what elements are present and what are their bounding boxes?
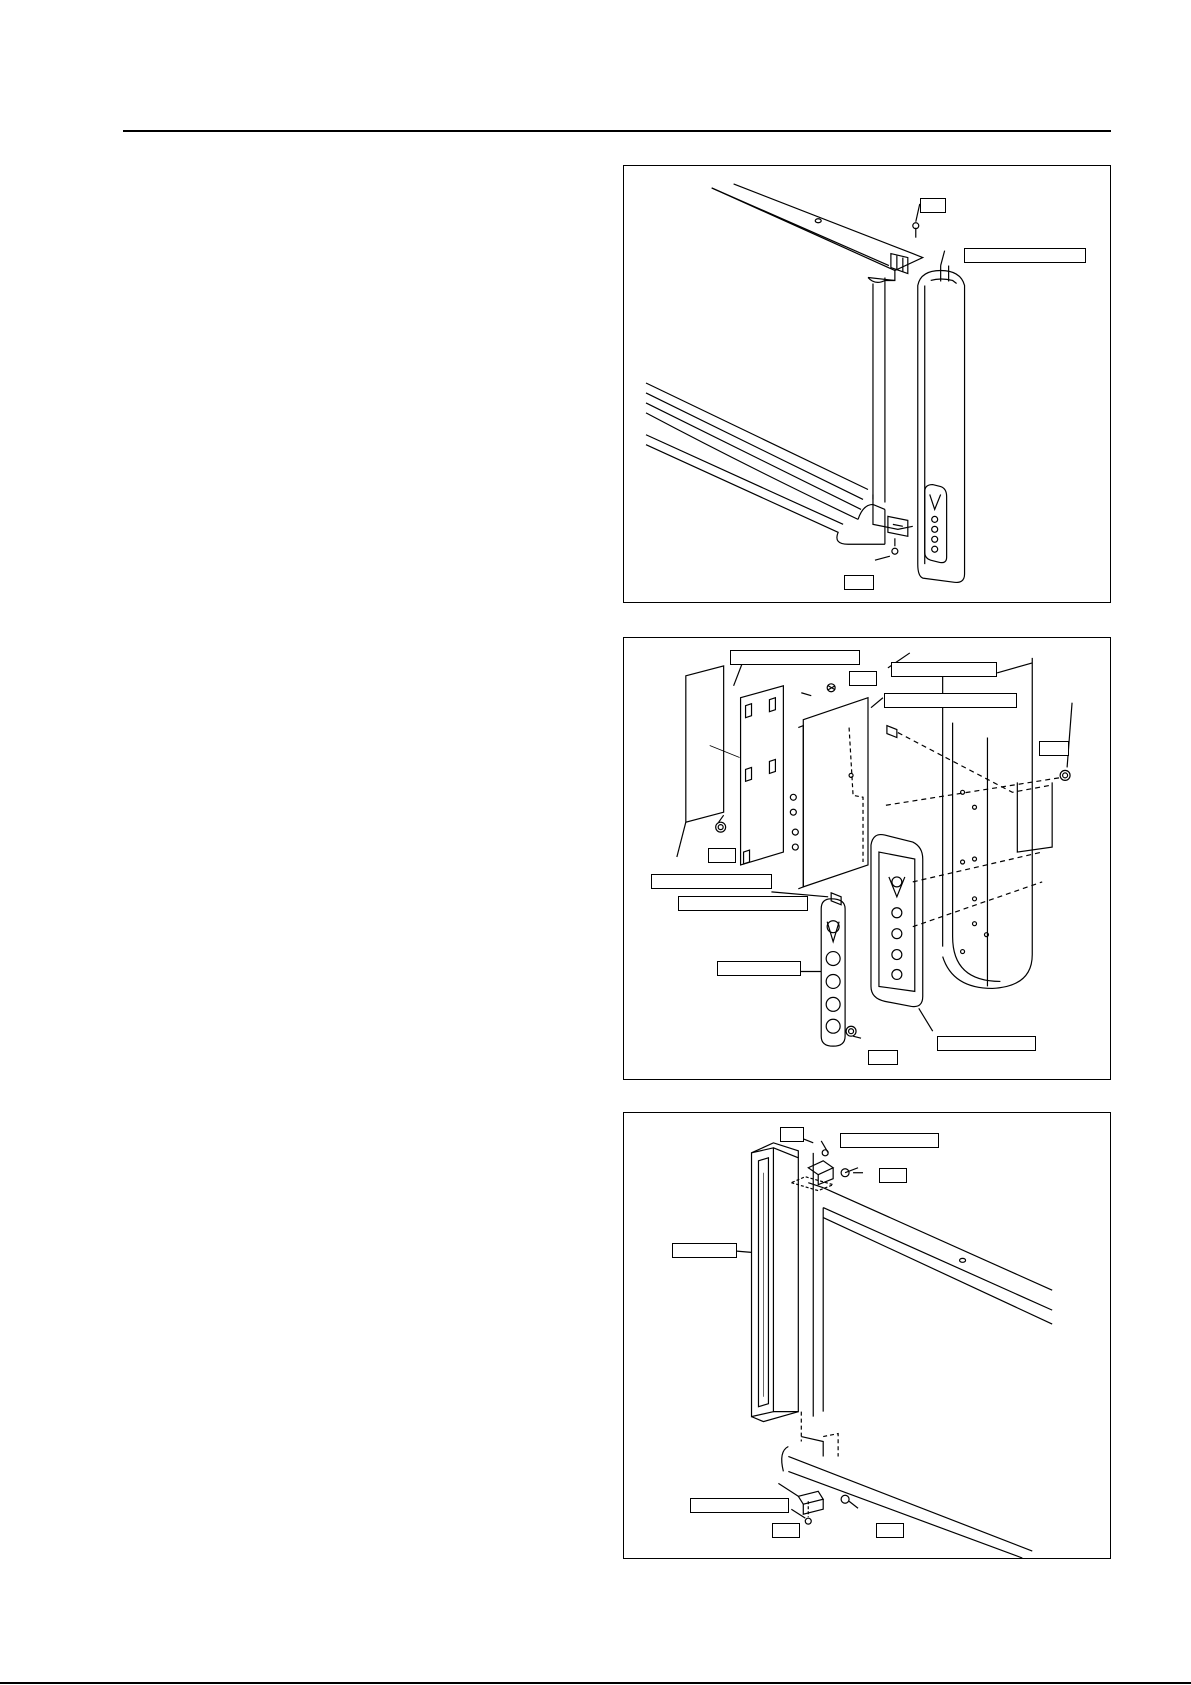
callout-standoff-top (884, 693, 1017, 708)
callout-bottom-bracket (690, 1498, 789, 1513)
callout-top-screw (780, 1127, 804, 1142)
callout-label-sheet (717, 961, 801, 976)
callout-top-bracket (840, 1133, 939, 1148)
figure-3-drawing (624, 1113, 1110, 1558)
callout-shield-bracket (730, 650, 860, 665)
callout-top-screw (920, 198, 946, 213)
callout-screw-crossbar (879, 1168, 907, 1183)
callout-screw-pcb (849, 671, 877, 686)
callout-screw-bracket (708, 848, 736, 863)
footer-rule (0, 1682, 1191, 1684)
callout-pcb (891, 662, 997, 677)
callout-screw-post (1039, 741, 1069, 756)
callout-screw-tray (876, 1523, 904, 1538)
callout-bottom-screw (844, 575, 874, 590)
figure-3-side-post-brackets (623, 1112, 1111, 1559)
figure-1-crossbar-joint (623, 165, 1111, 603)
callout-side-post (672, 1243, 737, 1258)
figure-2-panel-exploded (623, 637, 1111, 1080)
callout-bottom-screw (772, 1523, 800, 1538)
callout-grip-panel (937, 1036, 1036, 1051)
figure-2-drawing (624, 638, 1110, 1079)
callout-side-post (964, 248, 1086, 263)
callout-standoff-bottom (678, 896, 808, 911)
callout-screw-grip (868, 1050, 898, 1065)
callout-sheet (651, 874, 772, 889)
figure-1-drawing (624, 166, 1110, 602)
header-rule (123, 130, 1111, 132)
